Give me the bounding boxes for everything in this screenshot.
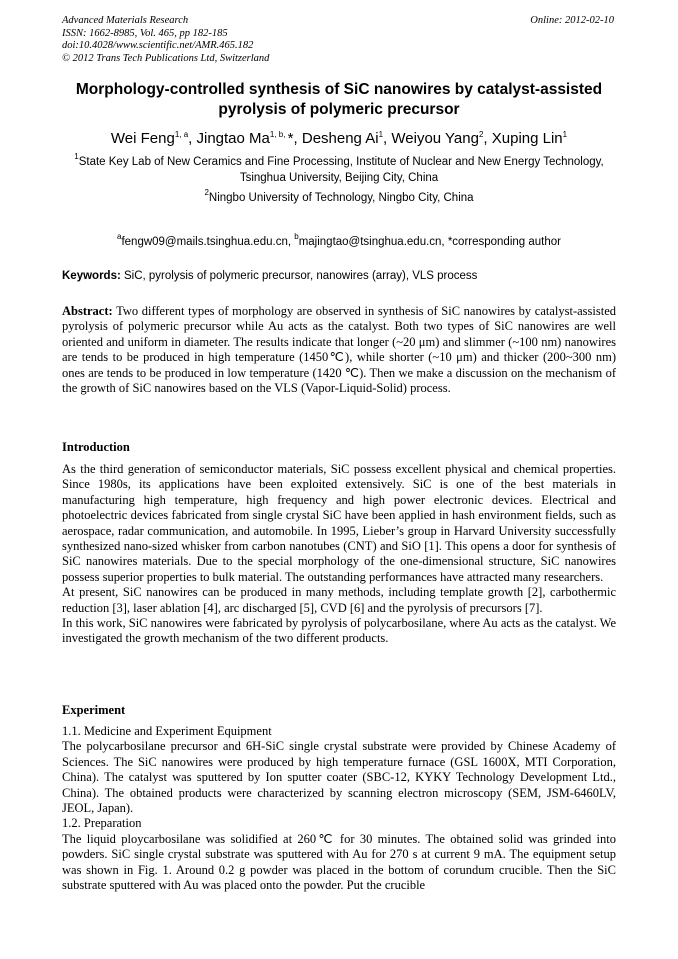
author-emails: $^a$fengw09@mails.tsinghua.edu.cn, $^b$majingtao@tsinghua.edu.cn, *corresponding author bbox=[117, 232, 561, 248]
paragraph: In this work, SiC nanowires were fabricated by pyrolysis of polycarbosilane, where Au acts as the catalyst. We investigated the growth mechanism of the two different products. bbox=[62, 616, 616, 646]
paragraph: The polycarbosilane precursor and 6H-SiC single crystal substrate were provided by Chinese Academy of Sciences. The SiC nanowires were produced by high temperature furnace (GSL 1600X, MTI Corporation, China). The catalyst was sputtered by Ion sputter coater (SBC-12, KYKY Technology Development Ltd., China). The obtained products were characterized by scanning electron microscopy (SEM, JSM-6460LV, JEOL, Japan). bbox=[62, 739, 616, 816]
author: Wei Feng$^{1, a}$, bbox=[110, 130, 197, 147]
paragraph: As the third generation of semiconductor materials, SiC possess excellent physical and chemical properties. Since 1980s, its applications have been exploited extensively. SiC is one of the best materials in manufacturing high temperature, high frequency and high power electronic devices. Electrical and photoelectric devices fabricated from single crystal SiC have been applied in hash environment fields, such as aerospace, radar communication, and automobile. In 1995, Lieber’s group in Harvard University successfully synthesized nano-sized whisker from carbon nanotubes (CNT) and SiO [1]. This opens a door for synthesis of SiC nanowires materials. Due to the special morphology of the one-dimensional structure, SiC nanowires possess superior properties to bulk material. The outstanding performances have attracted many researchers. bbox=[62, 462, 616, 584]
keywords-label: Keywords: bbox=[62, 270, 121, 282]
email-b: majingtao@tsinghua.edu.cn, *corresponding author bbox=[298, 236, 561, 248]
author: Jingtao $Ma^{1, b,}$ *, bbox=[196, 130, 302, 147]
journal-name: Advanced Materials Research bbox=[62, 15, 189, 26]
introduction-body bbox=[62, 462, 616, 647]
journal-copyright: © 2012 Trans Tech Publications Ltd, Switzerland bbox=[62, 52, 270, 64]
journal-doi: doi:10.4028/www.scientific.net/AMR.465.182 bbox=[62, 40, 254, 51]
paper-title: Morphology-controlled synthesis of SiC nanowires by catalyst-assisted pyrolysis of polymeric precursor bbox=[75, 81, 603, 118]
experiment-body bbox=[62, 724, 616, 893]
affiliation-2: $^2$Ningbo University of Technology, Ningbo City, China bbox=[204, 188, 474, 204]
keywords bbox=[62, 269, 622, 284]
affiliation-1: $^1$State Key Lab of New Ceramics and Fine Processing, Institute of Nuclear and New Energy Technology, Tsinghua University, Beijing City, China bbox=[74, 152, 604, 184]
abstract-label: Abstract: bbox=[62, 304, 113, 318]
abstract bbox=[62, 304, 616, 396]
author: Xuping Lin$^1$ bbox=[491, 130, 568, 147]
journal-issn: ISSN: 1662-8985, Vol. 465, pp 182-185 bbox=[62, 27, 228, 39]
subsection-heading: 1.2. Preparation bbox=[62, 816, 142, 831]
author: Weiyou Yang$^2$, bbox=[391, 130, 492, 147]
author: Desheng Ai$^1$, bbox=[301, 130, 392, 147]
email-a: fengw09@mails.tsinghua.edu.cn, bbox=[121, 236, 295, 248]
abstract-text: Two different types of morphology are observed in synthesis of SiC nanowires by catalyst-assisted pyrolysis of polymeric precursor while Au acts as the catalyst. Both two types of SiC nanowires are well oriented and uniform in diameter. The results indicate that longer (~20 μm) and slimmer (~100 nm) nanowires are tends to be produced in high temperature (1450℃), while shorter (~10 μm) and thicker (200~300 nm) ones are tends to be produced in low temperature (1420 ℃). Then we make a discussion on the mechanism of the growth of SiC nanowires based on the VLS (Vapor-Liquid-Solid) process. bbox=[62, 304, 616, 396]
journal-header bbox=[62, 15, 269, 65]
paragraph: At present, SiC nanowires can be produced in many methods, including template growth [2], carbothermic reduction [3], laser ablation [4], arc discharged [5], CVD [6] and the pyrolysis of precursors [7]. bbox=[62, 585, 616, 615]
experiment-heading: Experiment bbox=[62, 703, 126, 717]
introduction-heading: Introduction bbox=[62, 440, 130, 454]
online-date: Online: 2012-02-10 bbox=[530, 15, 614, 26]
author-list bbox=[40, 129, 638, 149]
keywords-text: SiC, pyrolysis of polymeric precursor, nanowires (array), VLS process bbox=[120, 270, 478, 282]
subsection-heading: 1.1. Medicine and Experiment Equipment bbox=[62, 724, 272, 738]
paragraph: The liquid ploycarbosilane was solidified at 260℃ for 30 minutes. The obtained solid was grinded into powders. SiC single crystal substrate was sputtered with Au for 270 s at current 9 mA. The equipment setup was shown in Fig. 1. Around 0.2 g powder was placed in the bottom of corundum crucible. Then the SiC substrate sputtered with Au was placed onto the powder. Put the crucible bbox=[62, 831, 616, 893]
